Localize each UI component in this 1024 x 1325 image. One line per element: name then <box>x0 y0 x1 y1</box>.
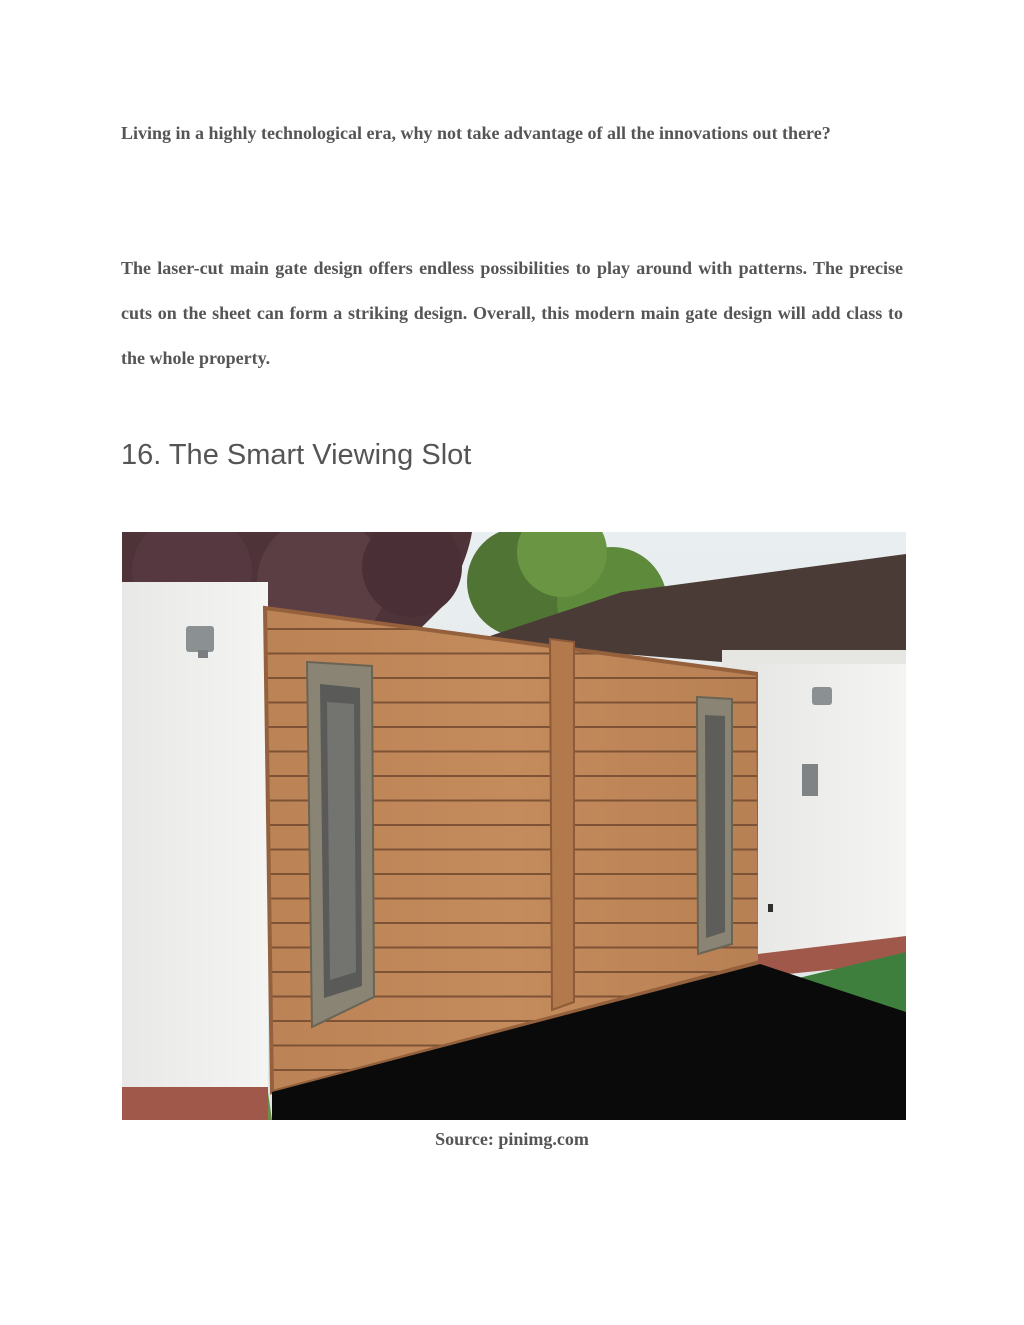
image-caption: Source: pinimg.com <box>435 1129 589 1149</box>
section-heading: 16. The Smart Viewing Slot <box>121 439 472 471</box>
paragraph-laser-cut: The laser-cut main gate design offers endless possibilities to play around with patterns. The precise cuts on the sheet can form a striking design. Overall, this modern main gate design will add class to the whole property. <box>121 258 903 368</box>
paragraph-intro: Living in a highly technological era, why not take advantage of all the innovations out there? <box>121 123 831 143</box>
gate-photo <box>122 532 906 1120</box>
left-wall <box>122 582 268 1120</box>
right-wall <box>758 664 906 967</box>
